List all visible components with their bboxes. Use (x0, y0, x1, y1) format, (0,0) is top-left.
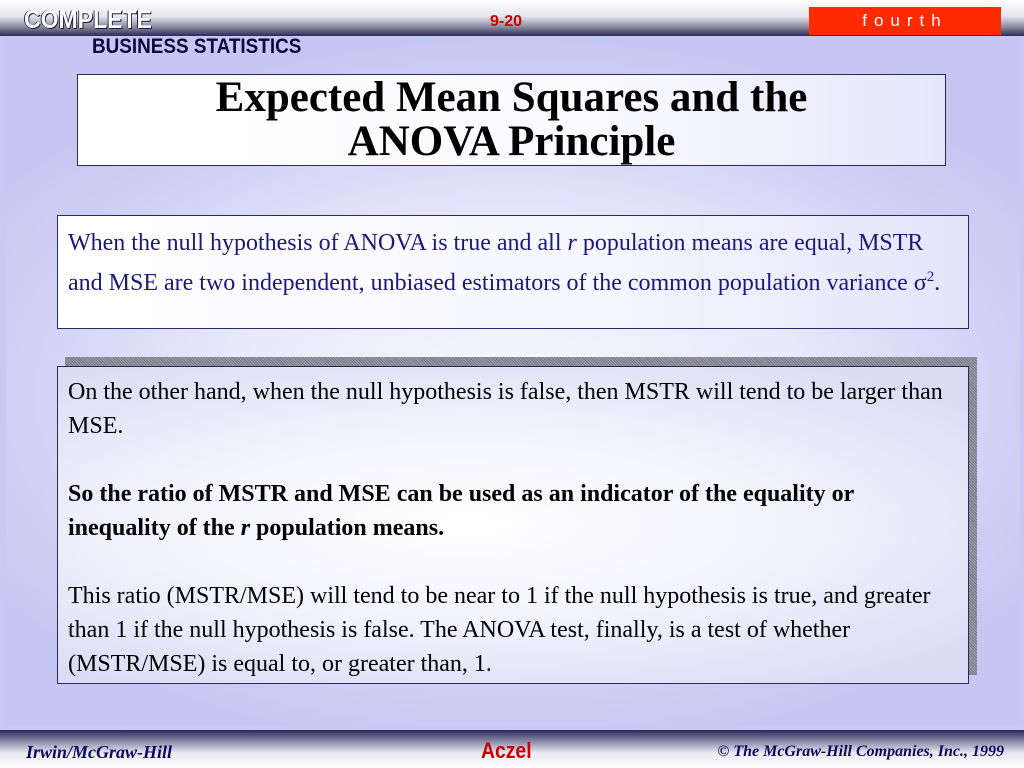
slide-title-line2: ANOVA Principle (347, 118, 676, 165)
copyright-notice: © The McGraw-Hill Companies, Inc., 1999 (717, 743, 1004, 760)
slide-title-box (77, 74, 946, 166)
para2-r-variable: r (240, 515, 251, 541)
sigma-exponent: 2 (926, 269, 935, 285)
slide-number: 9-20 (490, 13, 523, 30)
paragraph-ratio-indicator (68, 477, 958, 545)
top-header-bar (0, 0, 1024, 36)
box1-text-a: When the null hypothesis of ANOVA is true and all (68, 230, 568, 256)
paragraph-null-false: On the other hand, when the null hypothesis is false, then MSTR will tend to be larger than MSE. (68, 379, 943, 439)
paragraph-ratio-test: This ratio (MSTR/MSE) will tend to be near to 1 if the null hypothesis is true, and greater than 1 if the null hypothesis is false. The ANOVA test, finally, is a test of whether (MSTR/MSE) is equal to, or greater than, 1. (68, 583, 931, 677)
slide-title-line1: Expected Mean Squares and the (215, 74, 808, 121)
para2-text-b: population means. (250, 515, 445, 541)
box1-r-variable: r (567, 230, 577, 256)
book-subtitle: BUSINESS STATISTICS (92, 35, 302, 58)
edition-badge: fourth (809, 7, 1001, 35)
footer-bar (0, 730, 1024, 768)
null-false-text-box (57, 366, 969, 684)
author-name: Aczel (481, 738, 532, 763)
box1-period: . (934, 270, 941, 296)
sigma-symbol: σ (913, 270, 927, 296)
publisher-name: Irwin/McGraw-Hill (26, 742, 173, 762)
box1-text-b: population means are equal, MSTR and MSE are two independent, unbiased estimators of the common population variance (68, 230, 924, 296)
para2-text-a: So the ratio of MSTR and MSE can be used as an indicator of the equality or inequality of the (68, 481, 854, 541)
null-true-text-box (57, 215, 969, 329)
book-title: COMPLETE (24, 6, 152, 34)
slide-title (78, 75, 945, 164)
